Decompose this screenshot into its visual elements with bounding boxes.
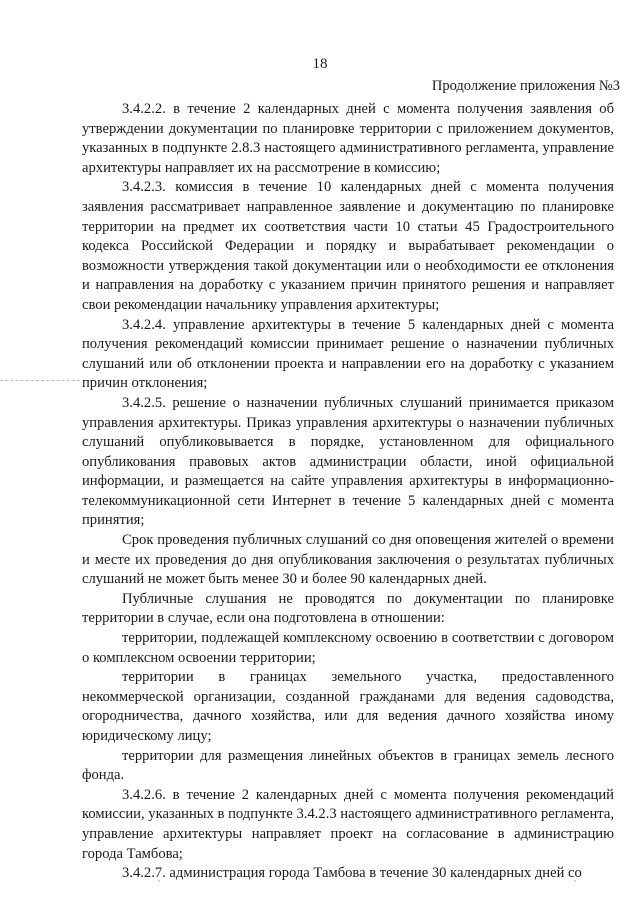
paragraph-3-4-2-6: 3.4.2.6. в течение 2 календарных дней с момента получения рекомендаций комиссии, указанных в подпункте 3.4.2.3 настоящего административного регламента, управление архитектуры направляет проект на согласование в администрацию города Тамбова; — [82, 786, 614, 862]
paragraph-exception-linear-objects: территории для размещения линейных объектов в границах земель лесного фонда. — [82, 747, 614, 784]
paragraph-exception-land-plot: территории в границах земельного участка, предоставленного некоммерческой организации, созданной гражданами для ведения садоводства, огородничества, дачного хозяйства, или для ведения дачного хозяйства иному юридическому лицу; — [82, 669, 614, 744]
document-body — [82, 100, 614, 884]
paragraph-3-4-2-2: 3.4.2.2. в течение 2 календарных дней с момента получения заявления об утверждении документации по планировке территории с приложением документов, указанных в подпункте 2.8.3 настоящего административного регламента, управление архитектуры направляет их на рассмотрение в комиссию; — [82, 101, 614, 176]
paragraph-hearing-period: Срок проведения публичных слушаний со дня оповещения жителей о времени и месте их проведения до дня опубликования заключения о результатах публичных слушаний не может быть менее 30 и более 90 календарных дней. — [82, 532, 614, 588]
scan-artifact-line — [0, 380, 80, 381]
paragraph-3-4-2-4: 3.4.2.4. управление архитектуры в течение 5 календарных дней с момента получения рекомендаций комиссии принимает решение о назначении публичных слушаний или об отклонении проекта и направлении его на доработку с указанием причин отклонения; — [82, 316, 614, 392]
paragraph-exception-integrated-development: территории, подлежащей комплексному освоению в соответствии с договором о комплексном освоении территории; — [82, 630, 614, 666]
paragraph-3-4-2-7: 3.4.2.7. администрация города Тамбова в течение 30 календарных дней со — [122, 865, 582, 882]
paragraph-3-4-2-3: 3.4.2.3. комиссия в течение 10 календарных дней с момента получения заявления рассматривает направленное заявление и документацию по планировке территории на предмет их соответствия части 10 статьи 45 Градостроительного кодекса Российской Федерации и порядку и вырабатывает рекомендации о возможности утверждения такой документации или о необходимости ее отклонения и направления на доработку с указанием причин принятого решения и направляет свои рекомендации начальнику управления архитектуры; — [82, 179, 614, 313]
page-number: 18 — [312, 56, 328, 72]
appendix-continuation-note: Продолжение приложения №3 — [431, 78, 620, 94]
paragraph-hearing-exceptions: Публичные слушания не проводятся по документации по планировке территории в случае, если она подготовлена в отношении: — [82, 590, 614, 627]
paragraph-3-4-2-5: 3.4.2.5. решение о назначении публичных слушаний принимается приказом управления архитектуры. Приказ управления архитектуры о назначении публичных слушаний опубликовывается в порядке, установленном для официального опубликования правовых актов администрации области, иной официальной информации, и размещается на сайте управления архитектуры в информационно-телекоммуникационной сети Интернет в течение 5 календарных дней с момента принятия; — [82, 394, 614, 529]
